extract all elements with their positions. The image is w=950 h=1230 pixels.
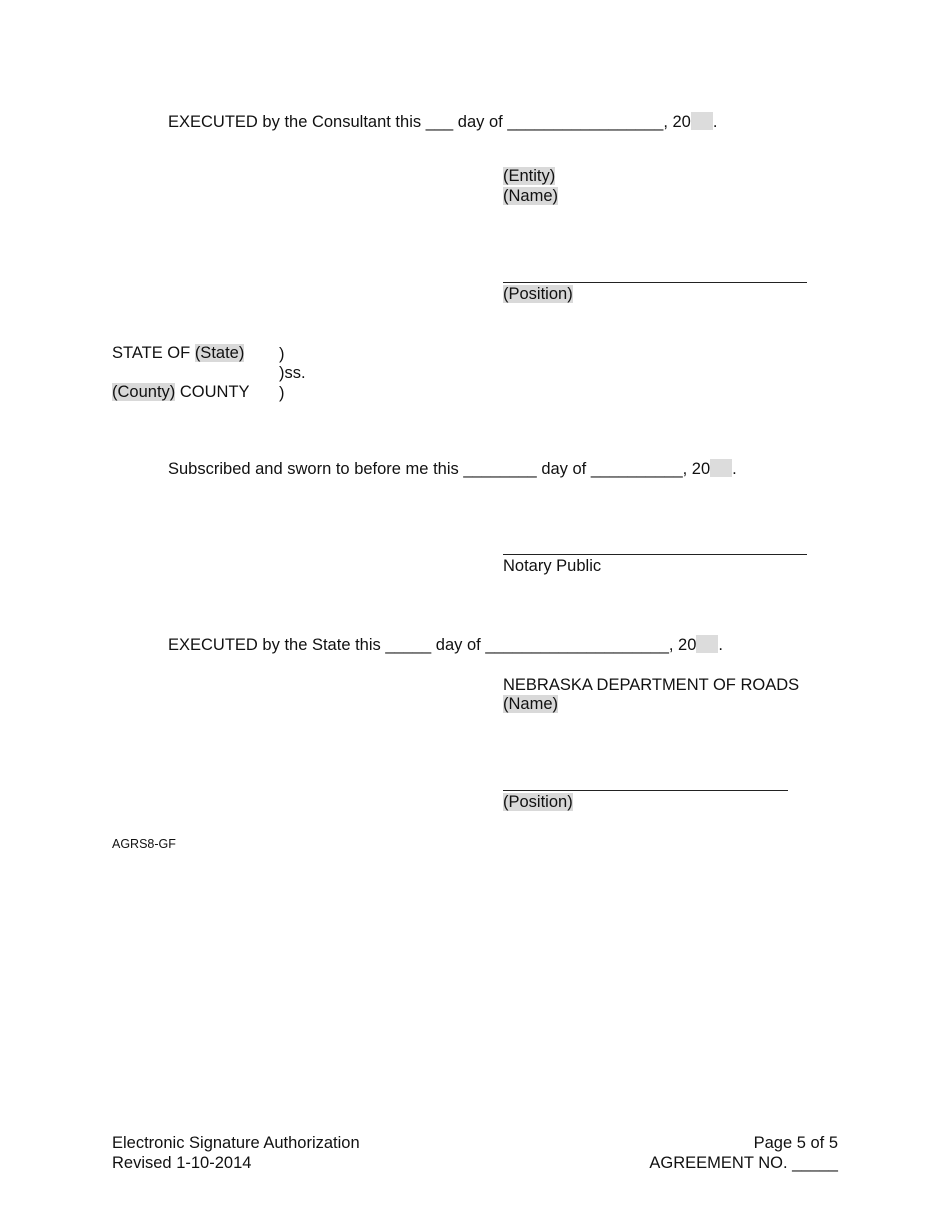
consultant-entity-field[interactable]: (Entity) [503, 167, 556, 185]
consultant-name-field[interactable]: (Name) [503, 187, 559, 205]
consultant-signature-line [503, 282, 807, 283]
notary-sworn-text: Subscribed and sworn to before me this ________ day of __________, 20 [168, 460, 711, 478]
venue-ss: )ss. [279, 364, 306, 382]
state-position-field[interactable]: (Position) [503, 793, 573, 811]
state-name-field-row [503, 694, 558, 714]
footer-title: Electronic Signature Authorization [112, 1134, 360, 1152]
county-label: COUNTY [175, 383, 250, 401]
county-field[interactable]: (County) [112, 383, 176, 401]
footer-agreement-no: AGREEMENT NO. _____ [649, 1154, 838, 1172]
state-field[interactable]: (State) [194, 344, 245, 362]
form-code: AGRS8-GF [112, 837, 176, 851]
state-executed-line [168, 635, 723, 655]
notary-public-label: Notary Public [503, 557, 602, 575]
consultant-name-field-row [503, 186, 558, 206]
county-line [112, 382, 250, 402]
state-executed-period: . [718, 636, 723, 654]
footer-page-number: Page 5 of 5 [753, 1134, 838, 1152]
venue-paren-top: ) [279, 345, 285, 363]
state-year-field[interactable] [696, 635, 718, 653]
state-name-field[interactable]: (Name) [503, 695, 559, 713]
consultant-position-field[interactable]: (Position) [503, 285, 573, 303]
venue-paren-bottom: ) [279, 384, 285, 402]
state-position-field-row [503, 792, 573, 812]
consultant-position-field-row [503, 284, 573, 304]
consultant-entity-field-row [503, 166, 555, 186]
notary-signature-line [503, 554, 807, 555]
footer-revised: Revised 1-10-2014 [112, 1154, 252, 1172]
state-signature-line [503, 790, 788, 791]
notary-sworn-line [168, 459, 737, 479]
consultant-executed-text: EXECUTED by the Consultant this ___ day of _________________, 20 [168, 113, 691, 131]
state-executed-text: EXECUTED by the State this _____ day of ____________________, 20 [168, 636, 697, 654]
state-of-label: STATE OF [112, 344, 195, 362]
state-of-line [112, 343, 244, 363]
notary-sworn-period: . [732, 460, 737, 478]
notary-year-field[interactable] [710, 459, 732, 477]
consultant-executed-period: . [712, 113, 718, 131]
department-name: NEBRASKA DEPARTMENT OF ROADS [503, 676, 800, 694]
consultant-year-field[interactable] [691, 112, 713, 130]
consultant-executed-line [168, 112, 717, 132]
